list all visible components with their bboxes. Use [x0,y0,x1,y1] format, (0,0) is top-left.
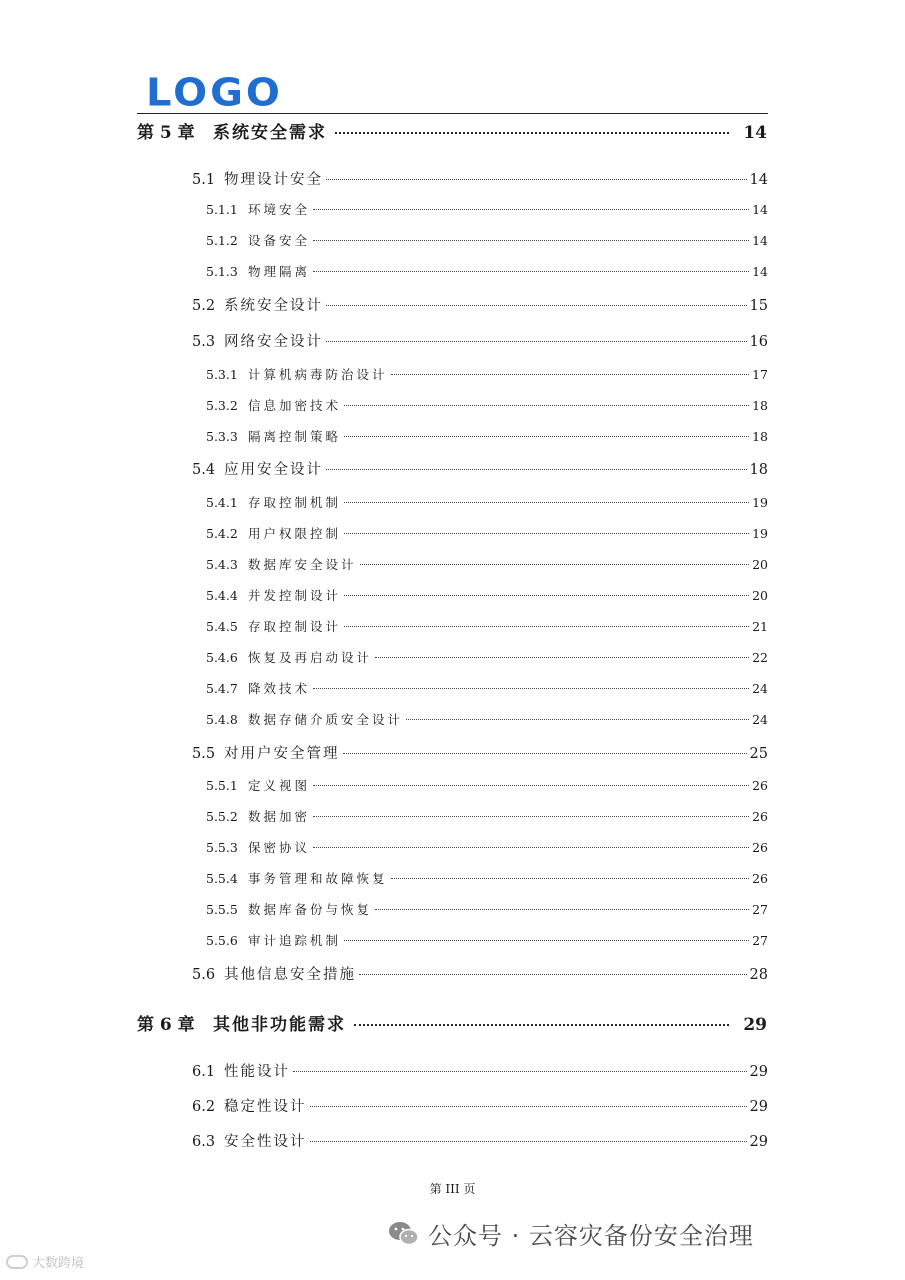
toc-entry-number: 5.1.2 [206,233,238,248]
dot-leader [375,909,749,910]
toc-entry-number: 6.2 [192,1099,216,1115]
dot-leader [360,564,750,565]
dot-leader [313,240,749,241]
toc-entry[interactable] [137,118,767,143]
dot-leader [313,816,749,817]
corner-watermark [6,1252,84,1271]
dot-leader [313,785,749,786]
toc-entry[interactable] [206,555,768,573]
dot-leader [335,132,729,134]
dot-leader [326,469,747,470]
toc-entry[interactable] [192,294,768,315]
toc-entry-title: 其他非功能需求 [213,1015,346,1035]
toc-entry-title: 计算机病毒防治设计 [248,367,388,382]
toc-entry-page: 26 [752,778,768,793]
toc-entry[interactable] [206,493,768,511]
toc-entry-page: 20 [752,588,768,603]
toc-entry-title: 物理设计安全 [224,172,323,188]
toc-entry[interactable] [206,617,768,635]
toc-entry-title: 设备安全 [248,233,311,248]
logo: LOGO [146,71,283,115]
toc-entry-page: 25 [749,746,768,762]
dot-leader [344,626,749,627]
toc-entry-number: 第 5 章 [137,123,195,143]
toc-entry[interactable] [192,168,768,189]
toc-entry[interactable] [137,1010,767,1035]
toc-entry-title: 对用户安全管理 [224,746,340,762]
toc-entry-title: 稳定性设计 [224,1099,307,1115]
dot-leader [326,179,747,180]
toc-entry-title: 系统安全设计 [224,298,323,314]
toc-entry-page: 24 [752,681,768,696]
toc-entry[interactable] [206,931,768,949]
toc-entry-title: 存取控制机制 [248,495,342,510]
dot-leader [375,657,749,658]
toc-entry-number: 5.1.1 [206,202,238,217]
toc-entry[interactable] [206,710,768,728]
dot-leader [344,436,749,437]
toc-entry[interactable] [192,458,768,479]
page-number: 第 III 页 [429,1182,476,1196]
toc-entry[interactable] [206,586,768,604]
dot-leader [344,533,749,534]
toc-entry[interactable] [206,776,768,794]
dot-leader [293,1071,747,1072]
toc-entry-number: 5.5.6 [206,933,238,948]
dot-leader [313,847,749,848]
toc-entry-number: 5.3.2 [206,398,238,413]
toc-entry-page: 16 [749,334,768,350]
toc-entry-title: 应用安全设计 [224,462,323,478]
toc-entry-page: 24 [752,712,768,727]
toc-entry-number: 5.3 [192,334,216,350]
dot-leader [310,1106,747,1107]
toc-entry-number: 5.5.4 [206,871,238,886]
corner-watermark-text: 大数跨境 [32,1256,85,1271]
toc-entry-title: 数据库备份与恢复 [248,902,373,917]
toc-entry-page: 17 [752,367,768,382]
toc-entry-page: 27 [752,933,768,948]
toc-entry-number: 6.3 [192,1134,216,1150]
toc-entry-page: 14 [752,202,768,217]
toc-entry-page: 29 [743,1015,767,1035]
toc-entry-title: 网络安全设计 [224,334,323,350]
toc-entry[interactable] [192,1060,768,1081]
toc-entry[interactable] [192,963,768,984]
toc-entry[interactable] [206,231,768,249]
dot-leader [313,688,749,689]
toc-entry-title: 恢复及再启动设计 [248,650,373,665]
toc-entry-number: 5.4.2 [206,526,238,541]
toc-entry-page: 29 [749,1099,768,1115]
dot-leader [344,405,749,406]
dot-leader [326,305,747,306]
toc-entry[interactable] [192,1095,768,1116]
toc-entry-number: 第 6 章 [137,1015,195,1035]
toc-entry[interactable] [206,900,768,918]
toc-entry-title: 环境安全 [248,202,311,217]
toc-entry-title: 信息加密技术 [248,398,342,413]
watermark [388,1216,754,1251]
toc-entry-page: 26 [752,809,768,824]
toc-entry-page: 22 [752,650,768,665]
toc-entry-page: 18 [752,429,768,444]
toc-entry-title: 降效技术 [248,681,311,696]
toc-entry-number: 5.4 [192,462,216,478]
wechat-icon [388,1220,420,1248]
toc-entry[interactable] [206,396,768,414]
toc-entry-number: 5.5.2 [206,809,238,824]
dot-leader [391,878,750,879]
toc-entry[interactable] [206,524,768,542]
dot-leader [344,502,749,503]
toc-entry-number: 5.5.5 [206,902,238,917]
toc-entry-title: 物理隔离 [248,264,311,279]
toc-entry-title: 安全性设计 [224,1134,307,1150]
toc-entry-number: 5.1.3 [206,264,238,279]
toc-entry[interactable] [206,869,768,887]
toc-entry-page: 26 [752,840,768,855]
toc-entry-page: 27 [752,902,768,917]
dot-leader [326,341,747,342]
dot-leader [310,1141,747,1142]
toc-entry-title: 定义视图 [248,778,311,793]
toc-entry-number: 5.3.1 [206,367,238,382]
toc-entry-number: 5.4.5 [206,619,238,634]
toc-entry-page: 19 [752,526,768,541]
toc-entry-page: 14 [749,172,768,188]
toc-entry-title: 系统安全需求 [213,123,327,143]
dot-leader [344,940,749,941]
toc-entry-page: 28 [749,967,768,983]
toc-entry-title: 用户权限控制 [248,526,342,541]
toc-entry-page: 20 [752,557,768,572]
toc-entry-title: 数据存储介质安全设计 [248,712,404,727]
toc-entry-number: 5.2 [192,298,216,314]
toc-entry-title: 性能设计 [224,1064,290,1080]
toc-entry-page: 21 [752,619,768,634]
toc-entry-number: 5.4.8 [206,712,238,727]
toc-entry[interactable] [206,427,768,445]
toc-entry[interactable] [206,679,768,697]
toc-entry-page: 26 [752,871,768,886]
toc-entry-number: 5.5 [192,746,216,762]
toc-entry-title: 保密协议 [248,840,311,855]
toc-entry-number: 5.4.7 [206,681,238,696]
toc-entry-page: 14 [752,233,768,248]
dot-leader [313,271,749,272]
toc-entry-number: 5.4.6 [206,650,238,665]
toc-entry[interactable] [206,838,768,856]
toc-entry-number: 5.5.1 [206,778,238,793]
toc-entry-title: 事务管理和故障恢复 [248,871,388,886]
toc-entry[interactable] [192,330,768,351]
toc-entry-page: 18 [749,462,768,478]
dot-leader [343,753,747,754]
toc-entry[interactable] [206,262,768,280]
toc-entry[interactable] [192,742,768,763]
dot-leader [354,1024,729,1026]
toc-entry[interactable] [206,807,768,825]
dot-leader [406,719,749,720]
toc-entry-title: 审计追踪机制 [248,933,342,948]
dot-leader [391,374,750,375]
toc-entry-title: 数据加密 [248,809,311,824]
toc-entry-number: 6.1 [192,1064,216,1080]
toc-entry-title: 其他信息安全措施 [224,967,356,983]
toc-entry-page: 18 [752,398,768,413]
watermark-text: 公众号 · 云容灾备份安全治理 [428,1222,754,1250]
toc-entry-number: 5.3.3 [206,429,238,444]
toc-entry-page: 19 [752,495,768,510]
toc-entry-number: 5.4.3 [206,557,238,572]
toc-entry-number: 5.6 [192,967,216,983]
toc-entry-title: 数据库安全设计 [248,557,357,572]
toc-entry-number: 5.4.1 [206,495,238,510]
toc-entry-title: 并发控制设计 [248,588,342,603]
toc-entry[interactable] [206,365,768,383]
toc-entry-page: 29 [749,1134,768,1150]
dot-leader [313,209,749,210]
corner-logo-icon [6,1255,28,1269]
toc-entry-number: 5.1 [192,172,216,188]
toc-entry-page: 14 [743,123,767,143]
toc-entry-number: 5.5.3 [206,840,238,855]
toc-entry-title: 存取控制设计 [248,619,342,634]
dot-leader [344,595,749,596]
dot-leader [359,974,747,975]
toc-entry-page: 29 [749,1064,768,1080]
toc-entry-page: 15 [749,298,768,314]
toc-entry[interactable] [206,648,768,666]
toc-entry[interactable] [206,200,768,218]
toc-entry-page: 14 [752,264,768,279]
toc-entry-title: 隔离控制策略 [248,429,342,444]
toc-entry[interactable] [192,1130,768,1151]
toc-entry-number: 5.4.4 [206,588,238,603]
